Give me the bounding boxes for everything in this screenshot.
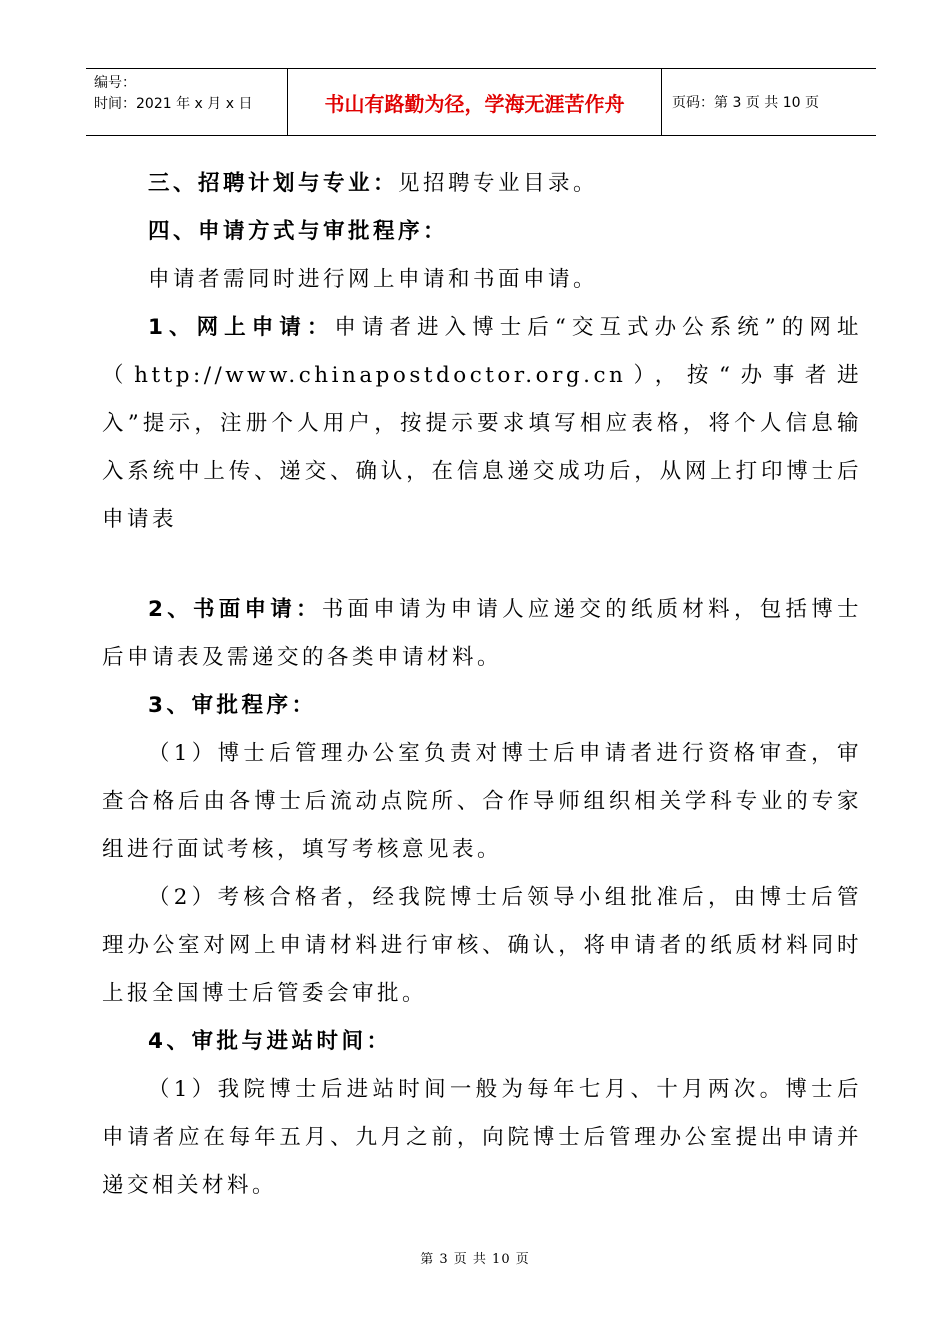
- online-application-heading: 1、网上申请：: [148, 315, 335, 340]
- entry-time-heading: 4、审批与进站时间：: [148, 1029, 392, 1054]
- approval-step-1: （1）博士后管理办公室负责对博士后申请者进行资格审查，审查合格后由各博士后流动点院所、合作导师组织相关学科专业的专家组进行面试考核，填写考核意见表。: [102, 741, 862, 862]
- written-application-paragraph: [102, 586, 862, 682]
- entry-time: [102, 1018, 862, 1066]
- header-page-info: 页码：第 3 页 共 10 页: [672, 95, 819, 111]
- header-motto: 书山有路勤为径，学海无涯苦作舟: [288, 69, 662, 135]
- online-application-rest: （http://www.chinapostdoctor.org.cn），按“办事者进入”提示，注册个人用户，按提示要求填写相应表格，将个人信息输入系统中上传、递交、确认，在信息递交成功后，从网上打印博士后申请表: [102, 363, 862, 532]
- online-application-paragraph: [102, 304, 862, 544]
- time-label: 时间：2021 年 x 月 x 日: [94, 96, 253, 112]
- section-4-heading: 四、申请方式与审批程序：: [148, 219, 449, 244]
- page-footer: 第 3 页 共 10 页: [420, 1252, 530, 1267]
- approval-procedure: [102, 682, 862, 730]
- number-label: 编号：: [94, 75, 136, 91]
- header-meta: [86, 69, 288, 135]
- written-application-heading: 2、书面申请：: [148, 597, 322, 622]
- section-4: [102, 208, 862, 256]
- section-3-text: 见招聘专业目录。: [398, 171, 599, 196]
- entry-time-item-1: （1）我院博士后进站时间一般为每年七月、十月两次。博士后申请者应在每年五月、九月之前，向院博士后管理办公室提出申请并递交相关材料。: [102, 1077, 862, 1198]
- written-application-text: 书面申请为申请人应递交的纸质材料，包括博士后申请表及需递交的各类申请材料。: [102, 597, 862, 670]
- section-3-heading: 三、招聘计划与专业：: [148, 171, 399, 196]
- intro-paragraph: 申请者需同时进行网上申请和书面申请。: [148, 267, 599, 292]
- paragraph-gap: [102, 544, 862, 586]
- approval-step-2: （2）考核合格者，经我院博士后领导小组批准后，由博士后管理办公室对网上申请材料进行审核、确认，将申请者的纸质材料同时上报全国博士后管委会审批。: [102, 885, 862, 1006]
- online-application-line1: 申请者进入博士后“交互式办公系统”的网址: [334, 315, 862, 340]
- document-body: [102, 160, 862, 1210]
- page-header: [86, 68, 876, 136]
- section-3: [102, 160, 862, 208]
- approval-procedure-heading: 3、审批程序：: [148, 693, 317, 718]
